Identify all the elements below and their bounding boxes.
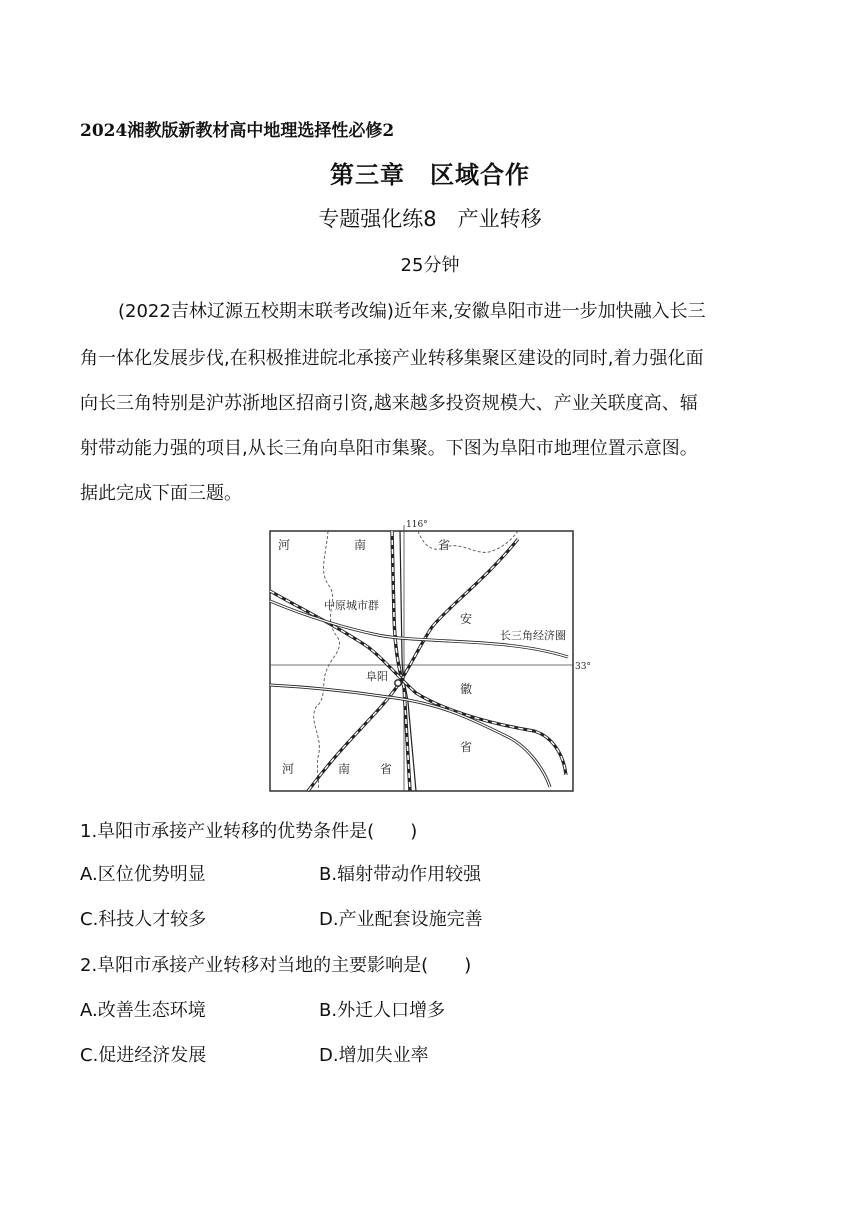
chapter-title: 第三章 区域合作 bbox=[330, 161, 530, 189]
label-nan-bottom: 南 bbox=[338, 762, 351, 776]
intro-line-1: (2022吉林辽源五校期末联考改编)近年来,安徽阜阳市进一步加快融入长三 bbox=[118, 301, 706, 322]
question-2-stem: 2.阜阳市承接产业转移对当地的主要影响是( ) bbox=[80, 955, 472, 976]
q1-option-a: A.区位优势明显 bbox=[80, 864, 206, 885]
q2-option-a: A.改善生态环境 bbox=[80, 1000, 206, 1021]
label-fuyang: 阜阳 bbox=[366, 670, 388, 683]
longitude-label: 116° bbox=[406, 520, 428, 530]
label-hui: 徽 bbox=[460, 682, 473, 696]
q1-option-c: C.科技人才较多 bbox=[80, 909, 207, 930]
intro-line-3: 向长三角特别是沪苏浙地区招商引资,越来越多投资规模大、产业关联度高、辐 bbox=[80, 393, 698, 414]
q2-option-d: D.增加失业率 bbox=[319, 1045, 429, 1066]
q1-option-d: D.产业配套设施完善 bbox=[319, 909, 483, 930]
question-1-stem: 1.阜阳市承接产业转移的优势条件是( ) bbox=[80, 821, 418, 842]
intro-line-2: 角一体化发展步伐,在积极推进皖北承接产业转移集聚区建设的同时,着力强化面 bbox=[80, 348, 704, 369]
q1-option-b: B.辐射带动作用较强 bbox=[319, 864, 482, 885]
fuyang-location-map bbox=[268, 517, 591, 793]
latitude-label: 33° bbox=[575, 662, 591, 672]
label-sheng-right: 省 bbox=[460, 740, 473, 754]
label-an: 安 bbox=[460, 612, 473, 626]
label-sheng-top: 省 bbox=[438, 538, 451, 552]
book-title: 2024湘教版新教材高中地理选择性必修2 bbox=[80, 121, 395, 141]
intro-line-5: 据此完成下面三题。 bbox=[80, 483, 242, 504]
q2-option-c: C.促进经济发展 bbox=[80, 1045, 207, 1066]
label-he-top: 河 bbox=[278, 538, 291, 552]
northern-boundary bbox=[418, 531, 518, 552]
label-yangtze-delta: 长三角经济圈 bbox=[500, 629, 566, 642]
label-zhongyuan-cluster: 中原城市群 bbox=[324, 599, 379, 612]
label-nan-top: 南 bbox=[354, 538, 367, 552]
section-title: 专题强化练8 产业转移 bbox=[318, 207, 542, 231]
intro-line-4: 射带动能力强的项目,从长三角向阜阳市集聚。下图为阜阳市地理位置示意图。 bbox=[80, 438, 698, 459]
fuyang-city-marker bbox=[395, 680, 401, 686]
label-he-bottom: 河 bbox=[282, 762, 295, 776]
henan-anhui-boundary bbox=[314, 531, 340, 791]
time-limit: 25分钟 bbox=[400, 255, 460, 276]
q2-option-b: B.外迁人口增多 bbox=[319, 1000, 446, 1021]
label-sheng-bottom: 省 bbox=[380, 762, 393, 776]
